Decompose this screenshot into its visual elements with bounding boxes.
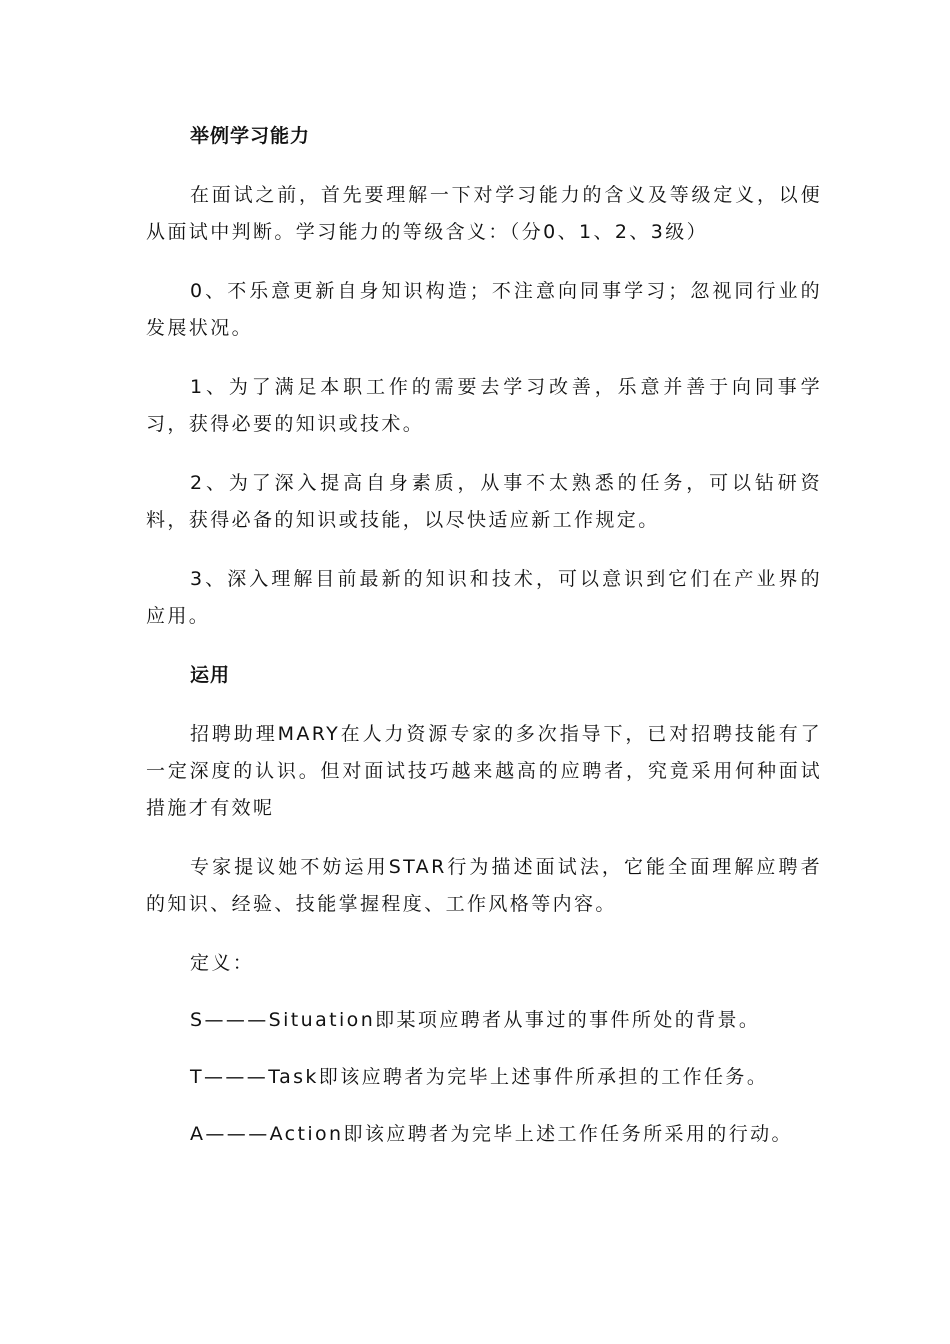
level-1-paragraph: 1、为了满足本职工作的需要去学习改善，乐意并善于向同事学习，获得必要的知识或技术。 bbox=[146, 376, 822, 435]
advice-paragraph: 专家提议她不妨运用STAR行为描述面试法，它能全面理解应聘者的知识、经验、技能掌握程度、工作风格等内容。 bbox=[146, 856, 822, 915]
star-task-line: T———Task即该应聘者为完毕上述事件所承担的工作任务。 bbox=[190, 1066, 769, 1088]
level-0-paragraph: 0、不乐意更新自身知识构造；不注意向同事学习；忽视同行业的发展状况。 bbox=[146, 280, 822, 339]
section-heading-application: 运用 bbox=[190, 664, 231, 686]
star-situation-line: S———Situation即某项应聘者从事过的事件所处的背景。 bbox=[190, 1009, 761, 1031]
definition-label: 定义： bbox=[190, 952, 255, 974]
star-action-line: A———Action即该应聘者为完毕上述工作任务所采用的行动。 bbox=[190, 1123, 793, 1145]
document-body bbox=[146, 118, 822, 1173]
section-heading-learning-ability: 举例学习能力 bbox=[190, 125, 311, 147]
level-3-paragraph: 3、深入理解目前最新的知识和技术，可以意识到它们在产业界的应用。 bbox=[146, 568, 822, 627]
level-2-paragraph: 2、为了深入提高自身素质，从事不太熟悉的任务，可以钻研资料，获得必备的知识或技能，以尽快适应新工作规定。 bbox=[146, 472, 822, 531]
intro-paragraph: 在面试之前，首先要理解一下对学习能力的含义及等级定义，以便从面试中判断。学习能力的等级含义：（分0、1、2、3级） bbox=[146, 184, 822, 243]
case-paragraph: 招聘助理MARY在人力资源专家的多次指导下，已对招聘技能有了一定深度的认识。但对面试技巧越来越高的应聘者，究竟采用何种面试措施才有效呢 bbox=[146, 723, 822, 819]
